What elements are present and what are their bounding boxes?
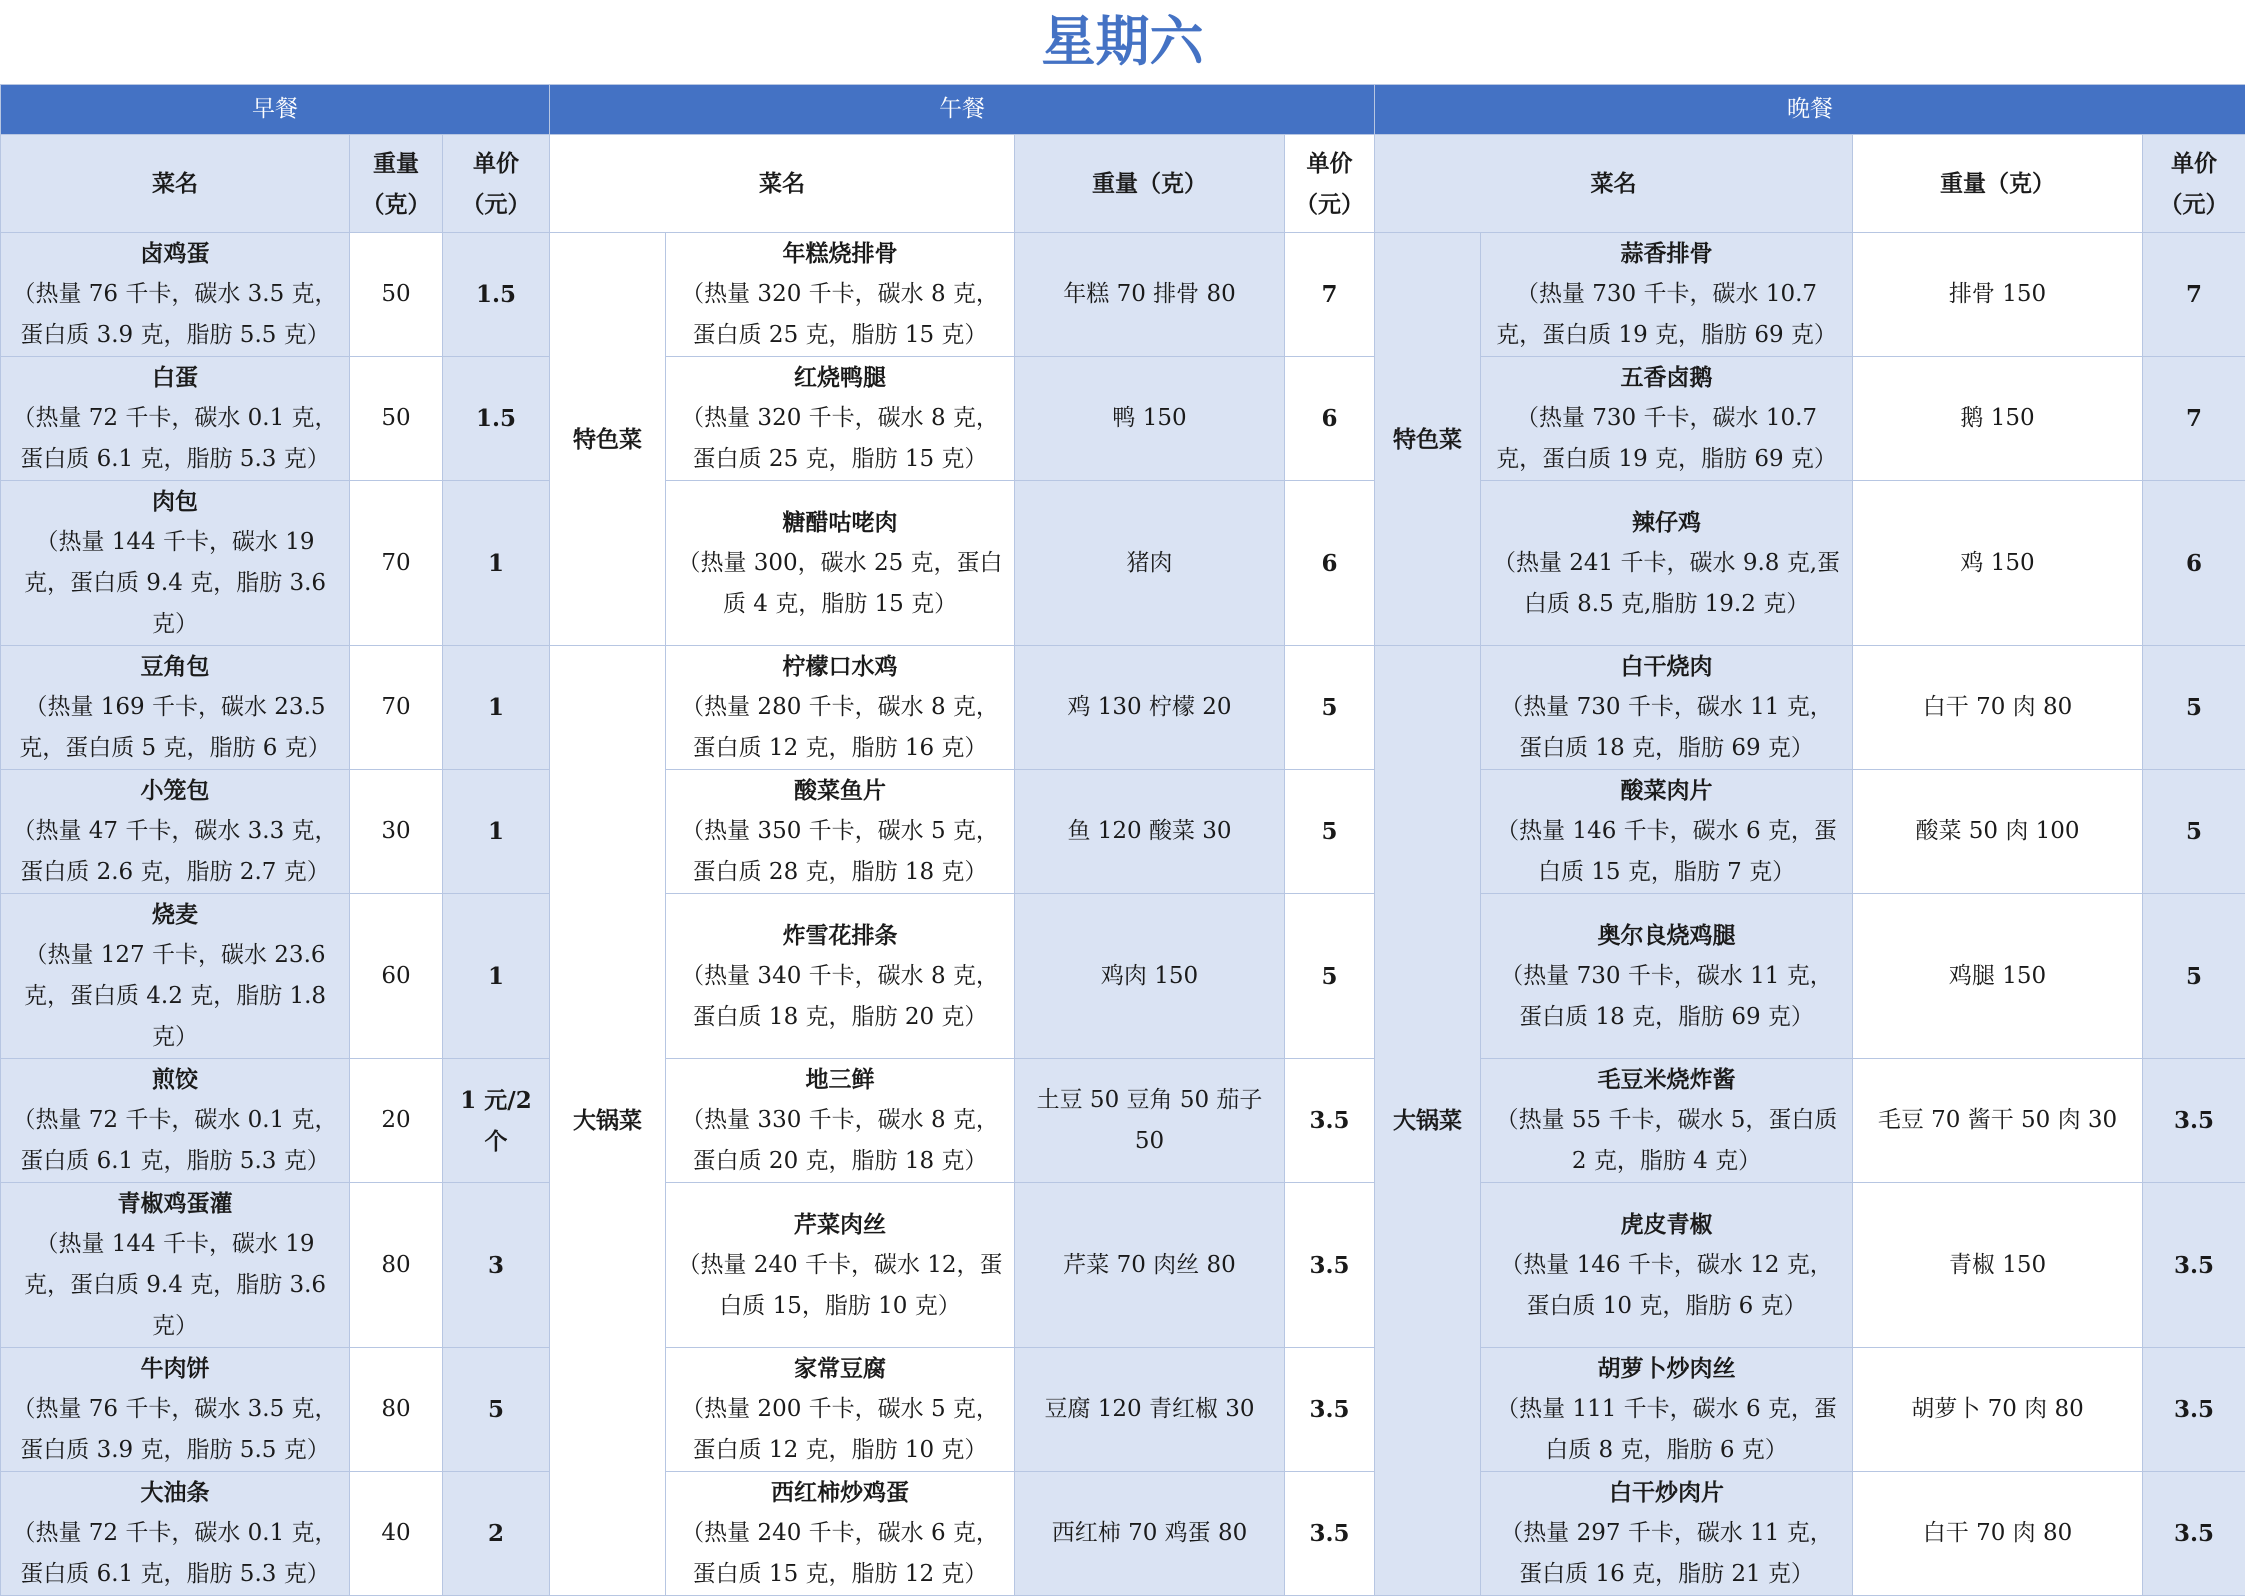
dinner-dish-cell — [1481, 646, 1853, 770]
lunch-dish-cell — [666, 357, 1015, 481]
table-row — [1, 770, 2245, 894]
breakfast-price-cell: 1.5 — [443, 233, 550, 357]
table-row — [1, 1059, 2245, 1183]
breakfast-dish-cell — [1, 481, 350, 646]
dish-nutrition: （热量 127 千卡，碳水 23.6 克，蛋白质 4.2 克，脂肪 1.8 克） — [11, 935, 339, 1058]
dinner-category-main: 大锅菜 — [1375, 646, 1481, 1596]
dinner-weight-cell: 鸡 150 — [1853, 481, 2143, 646]
lunch-weight-cell: 豆腐 120 青红椒 30 — [1015, 1348, 1285, 1472]
lunch-weight-cell: 西红柿 70 鸡蛋 80 — [1015, 1472, 1285, 1596]
dish-name: 青椒鸡蛋灌 — [11, 1183, 339, 1224]
dinner-price-cell: 5 — [2143, 894, 2245, 1059]
dish-nutrition: （热量 146 千卡，碳水 6 克，蛋白质 15 克，脂肪 7 克） — [1491, 811, 1842, 893]
menu-table — [0, 84, 2245, 1596]
lunch-dish-cell — [666, 770, 1015, 894]
dish-nutrition: （热量 111 千卡，碳水 6 克，蛋白质 8 克，脂肪 6 克） — [1491, 1389, 1842, 1471]
lunch-name-header: 菜名 — [550, 135, 1015, 233]
dinner-weight-cell: 青椒 150 — [1853, 1183, 2143, 1348]
dinner-weight-cell: 酸菜 50 肉 100 — [1853, 770, 2143, 894]
dinner-dish-cell — [1481, 1348, 1853, 1472]
dish-nutrition: （热量 47 千卡，碳水 3.3 克，蛋白质 2.6 克，脂肪 2.7 克） — [11, 811, 339, 893]
dinner-price-cell: 3.5 — [2143, 1059, 2245, 1183]
dinner-weight-cell: 毛豆 70 酱干 50 肉 30 — [1853, 1059, 2143, 1183]
dish-nutrition: （热量 55 千卡，碳水 5，蛋白质 2 克，脂肪 4 克） — [1491, 1100, 1842, 1182]
dinner-price-header: 单价 （元） — [2143, 135, 2245, 233]
breakfast-price-cell: 2 — [443, 1472, 550, 1596]
dish-nutrition: （热量 72 千卡，碳水 0.1 克，蛋白质 6.1 克，脂肪 5.3 克） — [11, 398, 339, 480]
dish-nutrition: （热量 297 千卡，碳水 11 克，蛋白质 16 克，脂肪 21 克） — [1491, 1513, 1842, 1595]
dish-nutrition: （热量 730 千卡，碳水 11 克，蛋白质 18 克，脂肪 69 克） — [1491, 687, 1842, 769]
dish-nutrition: （热量 241 千卡，碳水 9.8 克,蛋白质 8.5 克,脂肪 19.2 克） — [1491, 543, 1842, 625]
dinner-price-cell: 7 — [2143, 357, 2245, 481]
breakfast-dish-cell — [1, 1348, 350, 1472]
dinner-weight-header: 重量（克） — [1853, 135, 2143, 233]
breakfast-price-cell: 1 — [443, 481, 550, 646]
dinner-price-cell: 3.5 — [2143, 1183, 2245, 1348]
lunch-price-cell: 5 — [1285, 770, 1375, 894]
lunch-dish-cell — [666, 481, 1015, 646]
dish-nutrition: （热量 240 千卡，碳水 12，蛋白质 15，脂肪 10 克） — [676, 1245, 1004, 1327]
dish-name: 酸菜鱼片 — [676, 770, 1004, 811]
breakfast-weight-cell: 70 — [350, 646, 443, 770]
dish-name: 肉包 — [11, 481, 339, 522]
table-row — [1, 1183, 2245, 1348]
dish-nutrition: （热量 300，碳水 25 克，蛋白质 4 克，脂肪 15 克） — [676, 543, 1004, 625]
lunch-price-cell: 6 — [1285, 481, 1375, 646]
breakfast-weight-cell: 70 — [350, 481, 443, 646]
dish-name: 卤鸡蛋 — [11, 233, 339, 274]
breakfast-weight-cell: 30 — [350, 770, 443, 894]
dinner-price-cell: 5 — [2143, 646, 2245, 770]
dish-nutrition: （热量 240 千卡，碳水 6 克，蛋白质 15 克，脂肪 12 克） — [676, 1513, 1004, 1595]
dinner-weight-cell: 鹅 150 — [1853, 357, 2143, 481]
lunch-category-special: 特色菜 — [550, 233, 666, 646]
breakfast-name-header: 菜名 — [1, 135, 350, 233]
lunch-price-cell: 5 — [1285, 646, 1375, 770]
lunch-dish-cell — [666, 233, 1015, 357]
lunch-weight-cell: 猪肉 — [1015, 481, 1285, 646]
breakfast-price-cell: 1.5 — [443, 357, 550, 481]
dish-name: 白蛋 — [11, 357, 339, 398]
breakfast-dish-cell — [1, 1472, 350, 1596]
dish-nutrition: （热量 730 千卡，碳水 11 克，蛋白质 18 克，脂肪 69 克） — [1491, 956, 1842, 1038]
dinner-dish-cell — [1481, 1059, 1853, 1183]
dish-name: 奥尔良烧鸡腿 — [1491, 915, 1842, 956]
dish-name: 红烧鸭腿 — [676, 357, 1004, 398]
dish-name: 牛肉饼 — [11, 1348, 339, 1389]
lunch-dish-cell — [666, 894, 1015, 1059]
lunch-weight-header: 重量（克） — [1015, 135, 1285, 233]
dish-nutrition: （热量 340 千卡，碳水 8 克，蛋白质 18 克，脂肪 20 克） — [676, 956, 1004, 1038]
dish-nutrition: （热量 76 千卡，碳水 3.5 克，蛋白质 3.9 克，脂肪 5.5 克） — [11, 274, 339, 356]
lunch-dish-cell — [666, 1059, 1015, 1183]
lunch-weight-cell: 芹菜 70 肉丝 80 — [1015, 1183, 1285, 1348]
dish-nutrition: （热量 72 千卡，碳水 0.1 克，蛋白质 6.1 克，脂肪 5.3 克） — [11, 1100, 339, 1182]
lunch-dish-cell — [666, 1472, 1015, 1596]
table-row — [1, 1348, 2245, 1472]
breakfast-weight-cell: 80 — [350, 1183, 443, 1348]
breakfast-price-cell: 1 — [443, 894, 550, 1059]
breakfast-dish-cell — [1, 1183, 350, 1348]
dish-name: 辣仔鸡 — [1491, 502, 1842, 543]
lunch-dish-cell — [666, 1183, 1015, 1348]
breakfast-weight-cell: 60 — [350, 894, 443, 1059]
lunch-price-header: 单价 （元） — [1285, 135, 1375, 233]
dish-nutrition: （热量 146 千卡，碳水 12 克，蛋白质 10 克，脂肪 6 克） — [1491, 1245, 1842, 1327]
lunch-weight-cell: 鸡 130 柠檬 20 — [1015, 646, 1285, 770]
dish-nutrition: （热量 200 千卡，碳水 5 克，蛋白质 12 克，脂肪 10 克） — [676, 1389, 1004, 1471]
lunch-price-cell: 3.5 — [1285, 1059, 1375, 1183]
lunch-weight-cell: 鸭 150 — [1015, 357, 1285, 481]
dish-name: 虎皮青椒 — [1491, 1204, 1842, 1245]
dish-name: 小笼包 — [11, 770, 339, 811]
dish-nutrition: （热量 730 千卡，碳水 10.7 克，蛋白质 19 克，脂肪 69 克） — [1491, 398, 1842, 480]
dish-name: 芹菜肉丝 — [676, 1204, 1004, 1245]
dinner-weight-cell: 白干 70 肉 80 — [1853, 646, 2143, 770]
breakfast-dish-cell — [1, 233, 350, 357]
dinner-price-cell: 7 — [2143, 233, 2245, 357]
lunch-price-cell: 3.5 — [1285, 1472, 1375, 1596]
lunch-weight-cell: 年糕 70 排骨 80 — [1015, 233, 1285, 357]
dish-nutrition: （热量 72 千卡，碳水 0.1 克，蛋白质 6.1 克，脂肪 5.3 克） — [11, 1513, 339, 1595]
table-row — [1, 1472, 2245, 1596]
dish-name: 大油条 — [11, 1472, 339, 1513]
breakfast-price-cell: 1 — [443, 770, 550, 894]
dish-name: 酸菜肉片 — [1491, 770, 1842, 811]
lunch-weight-cell: 鱼 120 酸菜 30 — [1015, 770, 1285, 894]
breakfast-price-cell: 5 — [443, 1348, 550, 1472]
dinner-dish-cell — [1481, 770, 1853, 894]
meal-breakfast-header: 早餐 — [1, 85, 550, 135]
breakfast-weight-cell: 40 — [350, 1472, 443, 1596]
dish-name: 蒜香排骨 — [1491, 233, 1842, 274]
dinner-price-cell: 3.5 — [2143, 1348, 2245, 1472]
dish-nutrition: （热量 144 千卡，碳水 19 克，蛋白质 9.4 克，脂肪 3.6 克） — [11, 1224, 339, 1347]
dinner-weight-cell: 鸡腿 150 — [1853, 894, 2143, 1059]
lunch-price-cell: 6 — [1285, 357, 1375, 481]
lunch-weight-cell: 土豆 50 豆角 50 茄子 50 — [1015, 1059, 1285, 1183]
dish-name: 柠檬口水鸡 — [676, 646, 1004, 687]
lunch-category-main: 大锅菜 — [550, 646, 666, 1596]
table-row — [1, 894, 2245, 1059]
dish-nutrition: （热量 730 千卡，碳水 10.7 克，蛋白质 19 克，脂肪 69 克） — [1491, 274, 1842, 356]
dish-name: 糖醋咕咾肉 — [676, 502, 1004, 543]
breakfast-price-cell: 1 元/2 个 — [443, 1059, 550, 1183]
lunch-price-cell: 7 — [1285, 233, 1375, 357]
dish-name: 煎饺 — [11, 1059, 339, 1100]
dish-nutrition: （热量 320 千卡，碳水 8 克，蛋白质 25 克，脂肪 15 克） — [676, 398, 1004, 480]
dish-nutrition: （热量 144 千卡，碳水 19 克，蛋白质 9.4 克，脂肪 3.6 克） — [11, 522, 339, 645]
meal-header-row — [1, 85, 2245, 135]
breakfast-price-header: 单价 （元） — [443, 135, 550, 233]
breakfast-dish-cell — [1, 357, 350, 481]
dish-name: 五香卤鹅 — [1491, 357, 1842, 398]
breakfast-weight-cell: 20 — [350, 1059, 443, 1183]
dish-nutrition: （热量 280 千卡，碳水 8 克，蛋白质 12 克，脂肪 16 克） — [676, 687, 1004, 769]
meal-lunch-header: 午餐 — [550, 85, 1375, 135]
meal-dinner-header: 晚餐 — [1375, 85, 2245, 135]
lunch-price-cell: 3.5 — [1285, 1348, 1375, 1472]
table-row — [1, 357, 2245, 481]
table-row — [1, 233, 2245, 357]
lunch-dish-cell — [666, 646, 1015, 770]
dish-name: 毛豆米烧炸酱 — [1491, 1059, 1842, 1100]
lunch-dish-cell — [666, 1348, 1015, 1472]
dinner-dish-cell — [1481, 233, 1853, 357]
table-row — [1, 481, 2245, 646]
dish-name: 烧麦 — [11, 894, 339, 935]
dish-name: 胡萝卜炒肉丝 — [1491, 1348, 1842, 1389]
dinner-dish-cell — [1481, 481, 1853, 646]
dish-nutrition: （热量 320 千卡，碳水 8 克，蛋白质 25 克，脂肪 15 克） — [676, 274, 1004, 356]
breakfast-dish-cell — [1, 1059, 350, 1183]
breakfast-weight-header: 重量 （克） — [350, 135, 443, 233]
dinner-weight-cell: 胡萝卜 70 肉 80 — [1853, 1348, 2143, 1472]
lunch-price-cell: 3.5 — [1285, 1183, 1375, 1348]
breakfast-weight-cell: 50 — [350, 233, 443, 357]
page-title: 星期六 — [0, 0, 2245, 84]
dinner-price-cell: 3.5 — [2143, 1472, 2245, 1596]
dinner-weight-cell: 白干 70 肉 80 — [1853, 1472, 2143, 1596]
dinner-dish-cell — [1481, 1472, 1853, 1596]
dish-name: 年糕烧排骨 — [676, 233, 1004, 274]
breakfast-weight-cell: 50 — [350, 357, 443, 481]
breakfast-dish-cell — [1, 770, 350, 894]
table-row — [1, 646, 2245, 770]
dish-nutrition: （热量 169 千卡，碳水 23.5 克，蛋白质 5 克，脂肪 6 克） — [11, 687, 339, 769]
breakfast-price-cell: 3 — [443, 1183, 550, 1348]
dish-name: 家常豆腐 — [676, 1348, 1004, 1389]
dish-nutrition: （热量 330 千卡，碳水 8 克，蛋白质 20 克，脂肪 18 克） — [676, 1100, 1004, 1182]
dish-name: 地三鲜 — [676, 1059, 1004, 1100]
breakfast-dish-cell — [1, 894, 350, 1059]
breakfast-dish-cell — [1, 646, 350, 770]
dinner-weight-cell: 排骨 150 — [1853, 233, 2143, 357]
lunch-price-cell: 5 — [1285, 894, 1375, 1059]
dinner-dish-cell — [1481, 357, 1853, 481]
dish-name: 西红柿炒鸡蛋 — [676, 1472, 1004, 1513]
dinner-price-cell: 6 — [2143, 481, 2245, 646]
dish-nutrition: （热量 76 千卡，碳水 3.5 克，蛋白质 3.9 克，脂肪 5.5 克） — [11, 1389, 339, 1471]
dinner-name-header: 菜名 — [1375, 135, 1853, 233]
breakfast-price-cell: 1 — [443, 646, 550, 770]
dinner-dish-cell — [1481, 894, 1853, 1059]
dinner-dish-cell — [1481, 1183, 1853, 1348]
dish-name: 炸雪花排条 — [676, 915, 1004, 956]
breakfast-weight-cell: 80 — [350, 1348, 443, 1472]
lunch-weight-cell: 鸡肉 150 — [1015, 894, 1285, 1059]
column-header-row — [1, 135, 2245, 233]
dish-name: 白干炒肉片 — [1491, 1472, 1842, 1513]
dinner-price-cell: 5 — [2143, 770, 2245, 894]
dish-nutrition: （热量 350 千卡，碳水 5 克，蛋白质 28 克，脂肪 18 克） — [676, 811, 1004, 893]
dish-name: 豆角包 — [11, 646, 339, 687]
dish-name: 白干烧肉 — [1491, 646, 1842, 687]
dinner-category-special: 特色菜 — [1375, 233, 1481, 646]
